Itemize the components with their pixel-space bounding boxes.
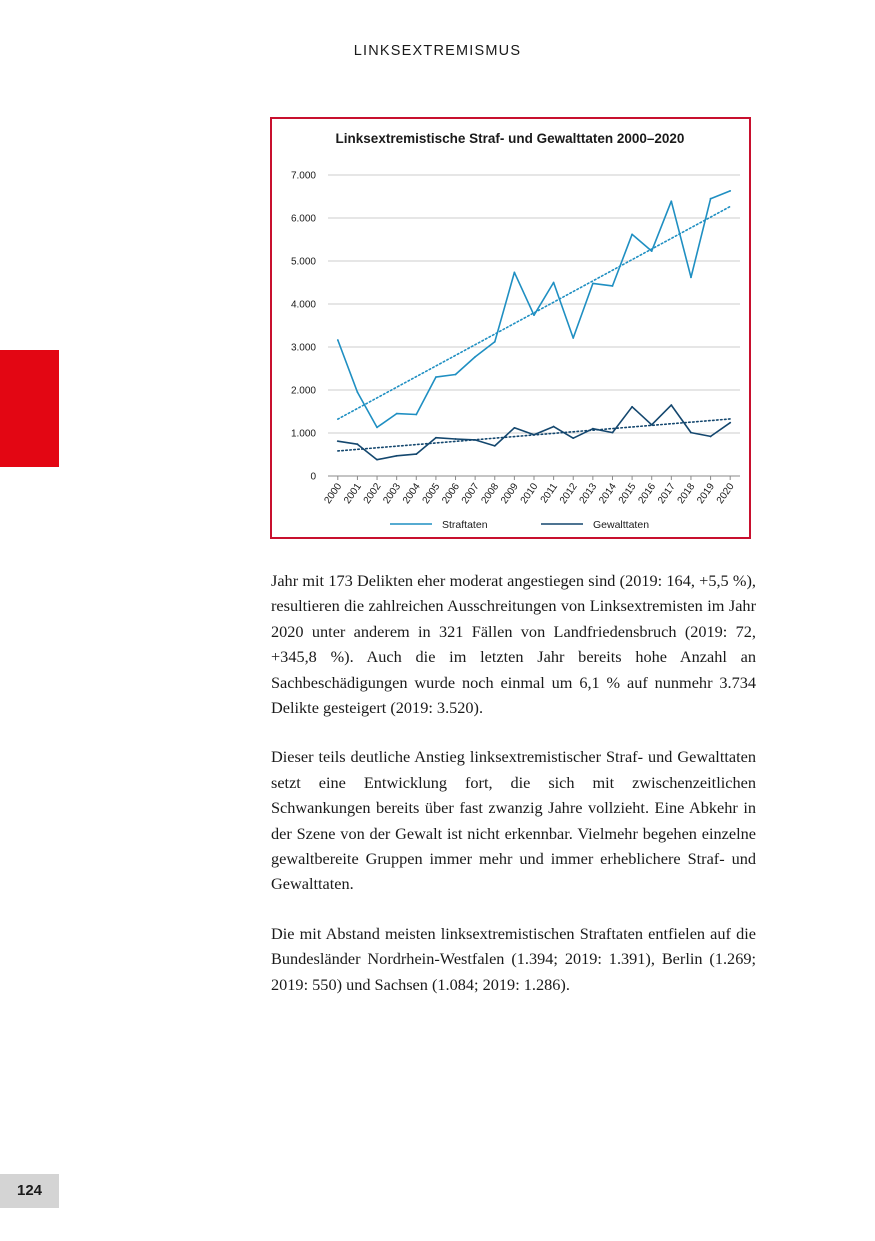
- data-point: [572, 337, 574, 339]
- paragraph: Die mit Abstand meisten linksextremistischen Straftaten entfielen auf die Bundesländer Nordrhein-Westfalen (1.394; 2019: 1.391), Berlin (1.269; 2019: 550) und Sachsen (1.084; 2019: 1.286).: [271, 923, 756, 994]
- data-point: [729, 190, 731, 192]
- body-text: [271, 568, 756, 1021]
- legend-label: Straftaten: [442, 519, 488, 531]
- data-point: [357, 391, 359, 393]
- data-point: [670, 404, 672, 406]
- data-point: [435, 437, 437, 439]
- x-tick-label: 2015: [616, 481, 639, 506]
- data-point: [435, 376, 437, 378]
- x-tick-label: 2011: [538, 481, 561, 506]
- x-tick-label: 2017: [656, 481, 678, 506]
- y-tick-label: 6.000: [290, 213, 316, 225]
- x-tick-label: 2002: [361, 481, 384, 506]
- paragraph: Jahr mit 173 Delikten eher moderat angestiegen sind (2019: 164, +5,5 %), resultieren die zahlreichen Ausschreitungen von Linksextremisten im Jahr 2020 unter anderem in 321 Fällen von Landfriedensbruch (2019: 72, +345,8 %). Auch die im letzten Jahr bereits hohe Anzahl an Sachbeschädigungen wurde noch einmal um 6,1 % auf nunmehr 3.734 Delikte gesteigert (2019: 3.520).: [271, 571, 756, 718]
- data-point: [670, 200, 672, 202]
- data-point: [455, 374, 457, 376]
- y-tick-label: 1.000: [290, 428, 316, 440]
- x-tick-label: 2003: [381, 481, 404, 506]
- x-tick-label: 2020: [714, 481, 737, 506]
- data-point: [612, 432, 614, 434]
- x-tick-label: 2004: [400, 481, 423, 506]
- data-point: [690, 432, 692, 434]
- page-number: 124: [0, 1174, 59, 1208]
- trendline-straftaten: [338, 206, 730, 419]
- data-point: [651, 424, 653, 426]
- x-tick-label: 2013: [577, 481, 600, 506]
- data-point: [415, 453, 417, 455]
- data-point: [710, 198, 712, 200]
- data-point: [533, 314, 535, 316]
- data-point: [513, 427, 515, 429]
- data-point: [572, 437, 574, 439]
- legend-label: Gewalttaten: [593, 519, 650, 531]
- chart-figure: [270, 117, 751, 539]
- data-point: [553, 282, 555, 284]
- data-point: [710, 436, 712, 438]
- data-point: [631, 233, 633, 235]
- chart-title: Linksextremistische Straf- und Gewalttaten 2000–2020: [335, 131, 685, 146]
- x-tick-label: 2009: [499, 481, 521, 506]
- y-tick-label: 7.000: [290, 170, 316, 182]
- x-tick-label: 2008: [479, 481, 502, 506]
- data-point: [415, 414, 417, 416]
- x-tick-label: 2006: [440, 481, 462, 506]
- x-tick-label: 2010: [518, 481, 541, 506]
- x-tick-label: 2005: [420, 481, 443, 506]
- data-point: [376, 427, 378, 429]
- data-point: [455, 438, 457, 440]
- line-chart: [272, 119, 749, 537]
- data-point: [533, 434, 535, 436]
- data-point: [553, 426, 555, 428]
- data-point: [729, 422, 731, 424]
- data-point: [513, 271, 515, 273]
- data-point: [494, 341, 496, 343]
- paragraph: Dieser teils deutliche Anstieg linksextremistischer Straf- und Gewalttaten setzt eine Entwicklung fort, die sich mit zwischenzeitlichen Schwankungen bereits über fast zwanzig Jahre vollzieht. Eine Abkehr in der Szene von der Gewalt ist nicht erkennbar. Vielmehr begehen einzelne gewaltbereite Gruppen immer mehr und immer erheblichere Straf- und Gewalttaten.: [271, 747, 756, 894]
- x-tick-label: 2019: [695, 481, 718, 506]
- data-point: [376, 459, 378, 461]
- data-point: [396, 413, 398, 415]
- y-tick-label: 5.000: [290, 256, 316, 268]
- x-tick-label: 2014: [597, 481, 619, 506]
- y-tick-label: 0: [310, 471, 316, 483]
- data-point: [631, 406, 633, 408]
- data-point: [337, 339, 339, 341]
- data-point: [494, 445, 496, 447]
- x-tick-label: 2007: [459, 481, 482, 506]
- x-tick-label: 2018: [675, 481, 698, 506]
- data-point: [612, 285, 614, 287]
- x-tick-label: 2001: [342, 481, 364, 506]
- y-tick-label: 4.000: [290, 299, 316, 311]
- data-point: [592, 428, 594, 430]
- data-point: [337, 440, 339, 442]
- running-head: LINKSEXTREMISMUS: [353, 43, 522, 59]
- data-point: [357, 443, 359, 445]
- data-point: [474, 439, 476, 441]
- y-tick-label: 2.000: [290, 385, 316, 397]
- data-point: [396, 455, 398, 457]
- data-point: [474, 356, 476, 358]
- x-tick-label: 2016: [636, 481, 659, 506]
- data-point: [651, 250, 653, 252]
- x-tick-label: 2012: [557, 481, 580, 506]
- x-tick-label: 2000: [322, 481, 345, 506]
- data-point: [690, 276, 692, 278]
- data-point: [592, 282, 594, 284]
- chapter-tab-marker: [0, 350, 59, 467]
- y-tick-label: 3.000: [290, 342, 316, 354]
- series-line-straftaten: [338, 191, 730, 428]
